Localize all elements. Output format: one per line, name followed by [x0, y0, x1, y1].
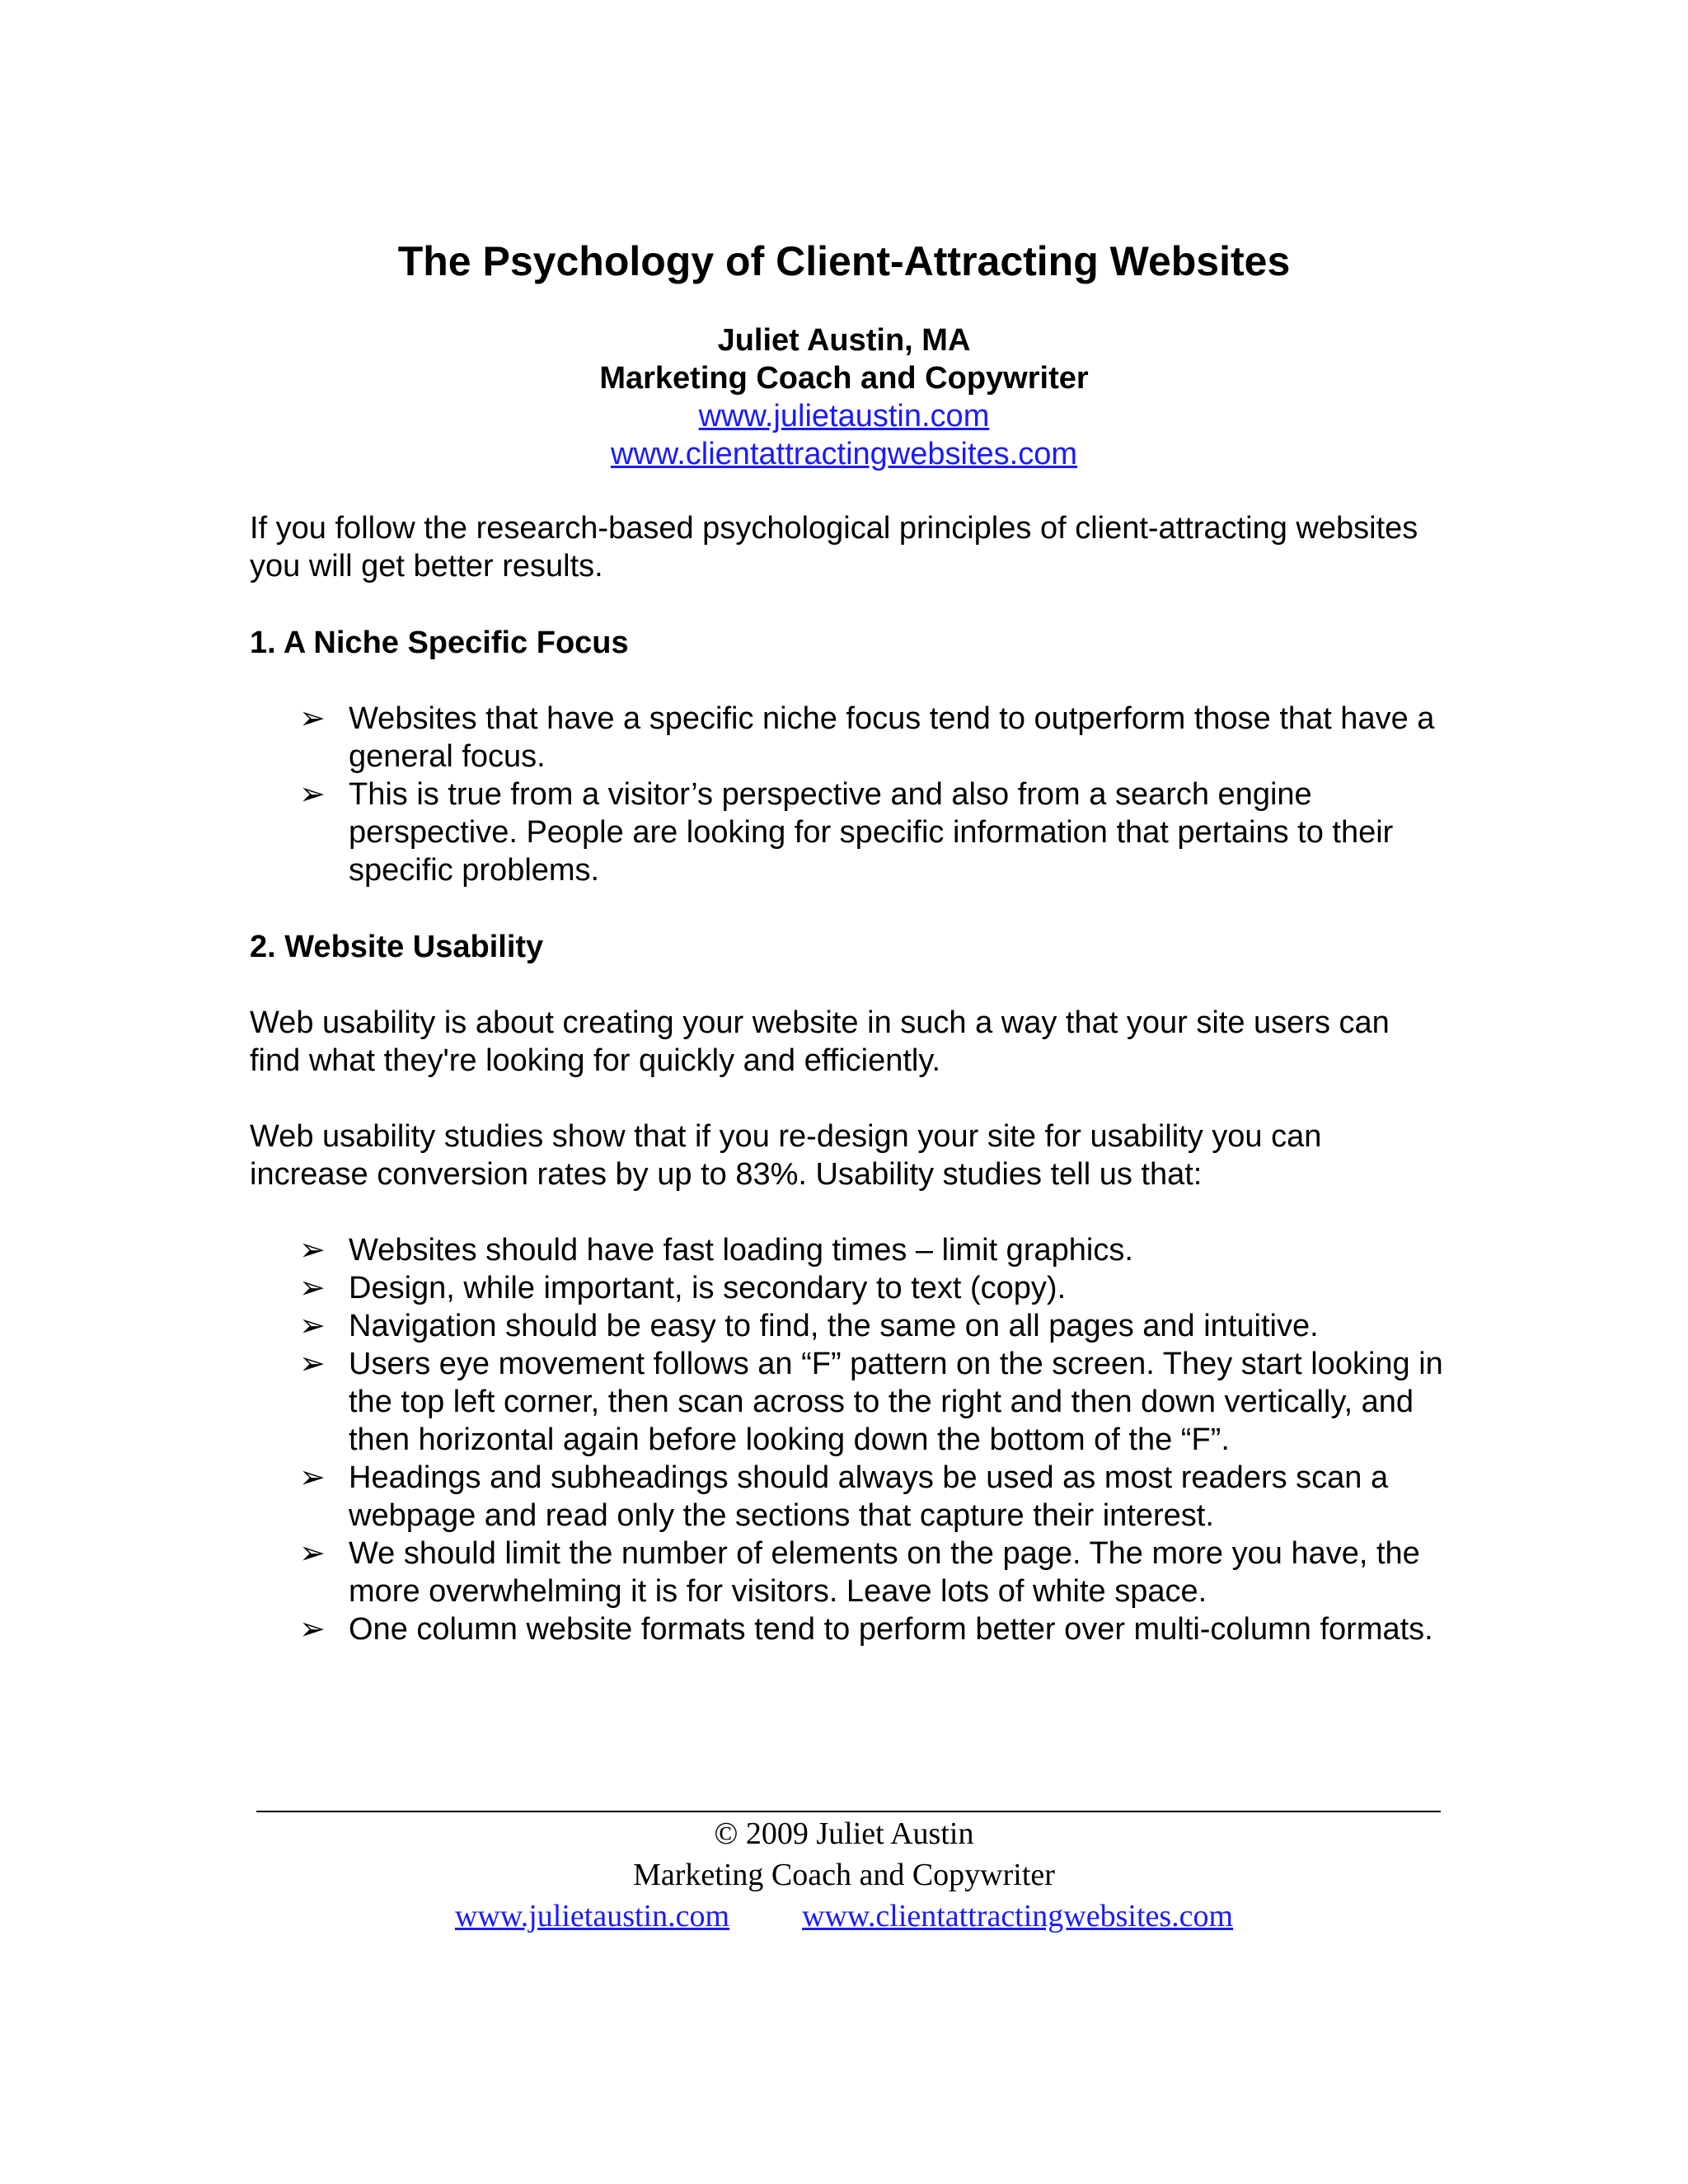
- list-item: [250, 1345, 1445, 1459]
- arrow-bullet-icon: ➢: [299, 1309, 326, 1343]
- usability-paragraph-2: [250, 1118, 1445, 1193]
- footer-links: [0, 1896, 1688, 1937]
- section1-bullets: [250, 700, 1445, 889]
- arrow-bullet-icon: ➢: [299, 1536, 326, 1571]
- intro-text: If you follow the research-based psychological principles of client-attracting websites you will get better results.: [250, 511, 1418, 583]
- list-item: [250, 1307, 1445, 1345]
- footer-role: Marketing Coach and Copywriter: [633, 1858, 1055, 1892]
- footer-divider: [256, 1811, 1441, 1812]
- arrow-bullet-icon: ➢: [299, 1612, 326, 1647]
- author-block: [0, 321, 1688, 473]
- bullet-text: This is true from a visitor’s perspective and also from a search engine perspective. People are looking for specific information that pertains to their specific problems.: [349, 777, 1394, 888]
- footer-link-julietaustin[interactable]: www.julietaustin.com: [454, 1899, 730, 1933]
- bullet-text: One column website formats tend to perform better over multi-column formats.: [349, 1612, 1433, 1647]
- list-item: [250, 1269, 1445, 1307]
- arrow-bullet-icon: ➢: [299, 777, 326, 812]
- bullet-text: Users eye movement follows an “F” pattern on the screen. They start looking in the top left corner, then scan across to the right and then down vertically, and then horizontal again before looking down the bottom of the “F”.: [349, 1347, 1443, 1457]
- bullet-text: We should limit the number of elements on the page. The more you have, the more overwhelming it is for visitors. Leave lots of white space.: [349, 1536, 1420, 1609]
- arrow-bullet-icon: ➢: [299, 701, 326, 736]
- section2-heading: 2. Website Usability: [250, 930, 544, 964]
- author-link-clientattracting[interactable]: www.clientattractingwebsites.com: [611, 437, 1077, 471]
- section-website-usability: [250, 928, 1445, 966]
- bullet-text: Websites that have a specific niche focus tend to outperform those that have a general focus.: [349, 701, 1435, 774]
- author-role: Marketing Coach and Copywriter: [599, 361, 1089, 396]
- section2-bullets: [250, 1231, 1445, 1648]
- author-name: Juliet Austin, MA: [717, 323, 971, 358]
- arrow-bullet-icon: ➢: [299, 1271, 326, 1305]
- footer-copyright: © 2009 Juliet Austin: [714, 1816, 974, 1851]
- section1-bullet-list: [250, 700, 1445, 889]
- usability-paragraph-1: [250, 1004, 1445, 1080]
- bullet-text: Headings and subheadings should always be used as most readers scan a webpage and read only the sections that capture their interest.: [349, 1460, 1389, 1533]
- section-niche-focus: [250, 624, 1445, 662]
- usability-text-1: Web usability is about creating your website in such a way that your site users can find what they're looking for quickly and efficiently.: [250, 1005, 1390, 1078]
- arrow-bullet-icon: ➢: [299, 1233, 326, 1268]
- list-item: [250, 1535, 1445, 1610]
- document-title: The Psychology of Client-Attracting Websites: [397, 238, 1291, 284]
- list-item: [250, 1459, 1445, 1535]
- section2-bullet-list: [250, 1231, 1445, 1648]
- bullet-text: Websites should have fast loading times – limit graphics.: [349, 1233, 1133, 1268]
- footer-link-clientattracting[interactable]: www.clientattractingwebsites.com: [802, 1899, 1234, 1933]
- intro-paragraph: [250, 509, 1445, 585]
- list-item: [250, 1610, 1445, 1648]
- author-link-julietaustin[interactable]: www.julietaustin.com: [698, 399, 990, 434]
- usability-text-2: Web usability studies show that if you re-design your site for usability you can increase conversion rates by up to 83%. Usability studies tell us that:: [250, 1119, 1322, 1192]
- bullet-text: Design, while important, is secondary to text (copy).: [349, 1271, 1067, 1305]
- page-footer: [0, 1813, 1688, 1937]
- list-item: [250, 776, 1445, 889]
- arrow-bullet-icon: ➢: [299, 1347, 326, 1381]
- arrow-bullet-icon: ➢: [299, 1460, 326, 1495]
- bullet-text: Navigation should be easy to find, the same on all pages and intuitive.: [349, 1309, 1319, 1343]
- list-item: [250, 700, 1445, 776]
- list-item: [250, 1231, 1445, 1269]
- section1-heading: 1. A Niche Specific Focus: [250, 626, 629, 660]
